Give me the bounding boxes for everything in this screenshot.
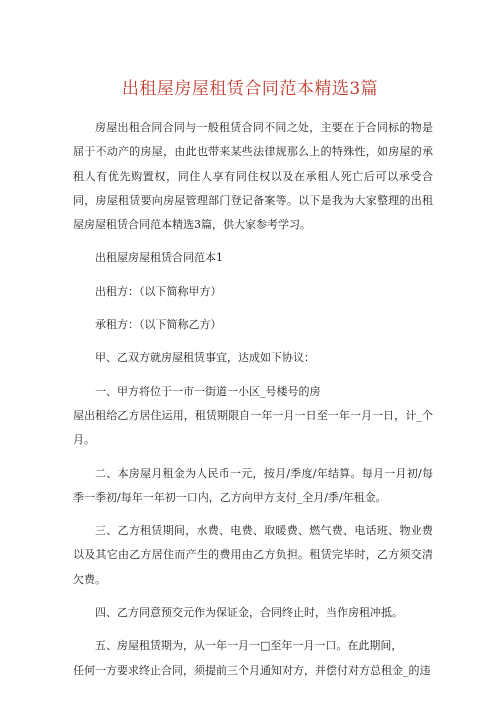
document-title: 出租屋房屋租赁合同范本精选3篇 [121,79,379,99]
document-body [73,116,433,692]
section-heading: 出租屋房屋租赁合同范本1 [95,251,223,265]
clause-5-start: 五、房屋租赁期为，从一年一月一□至年一月一口。在此期间， [95,639,403,653]
clause-5-rest: 任何一方要求终止合同，须提前三个月通知对方，并偿付对方总租金_的违 [73,663,431,677]
intro-paragraph: 房屋出租合同合同与一般租赁合同不同之处，主要在于合同标的物是屈于不动产的房屋，由此也带来某些法律规那么上的特殊性，如房屋的承租人有优先购置权，同住人享有同住权以及在承租人死亡后可以承受合同，房屋租赁要向房屋管理部门登记备案等。以下是我为大家整理的出租屋房屋租赁合同范本精选3篇，供大家参考学习。 [73,121,433,232]
clause-1-rest: 屋出租给乙方居住运用，租赁期限自一年一月一日至一年一月一日，计_个月。 [73,408,433,447]
clause-4: 四、乙方同意预交元作为保证金，合同终止时，当作房租冲抵。 [95,606,403,620]
lessor-line: 出租方：（以下简称甲方） [95,284,222,298]
clause-3: 三、乙方租赁期间，水费、电费、取暖费、燃气费、电话班、物业费以及其它由乙方居住而产生的费用由乙方负担。租赁完毕时，乙方须交清欠费。 [73,524,433,586]
clause-1-start: 一、甲方将位于一市一街道一小区_号楼号的房 [95,384,321,398]
lessee-line: 承租方：（以下简称乙方） [95,318,222,332]
clause-2: 二、本房屋月租金为人民币一元，按月/季度/年结算。每月一月初/每季一季初/每年一年初一口内，乙方向甲方支付_全月/季/年租金。 [73,466,433,504]
agreement-line: 甲、乙双方就房屋租赁事宜，达成如下协议： [95,351,315,365]
